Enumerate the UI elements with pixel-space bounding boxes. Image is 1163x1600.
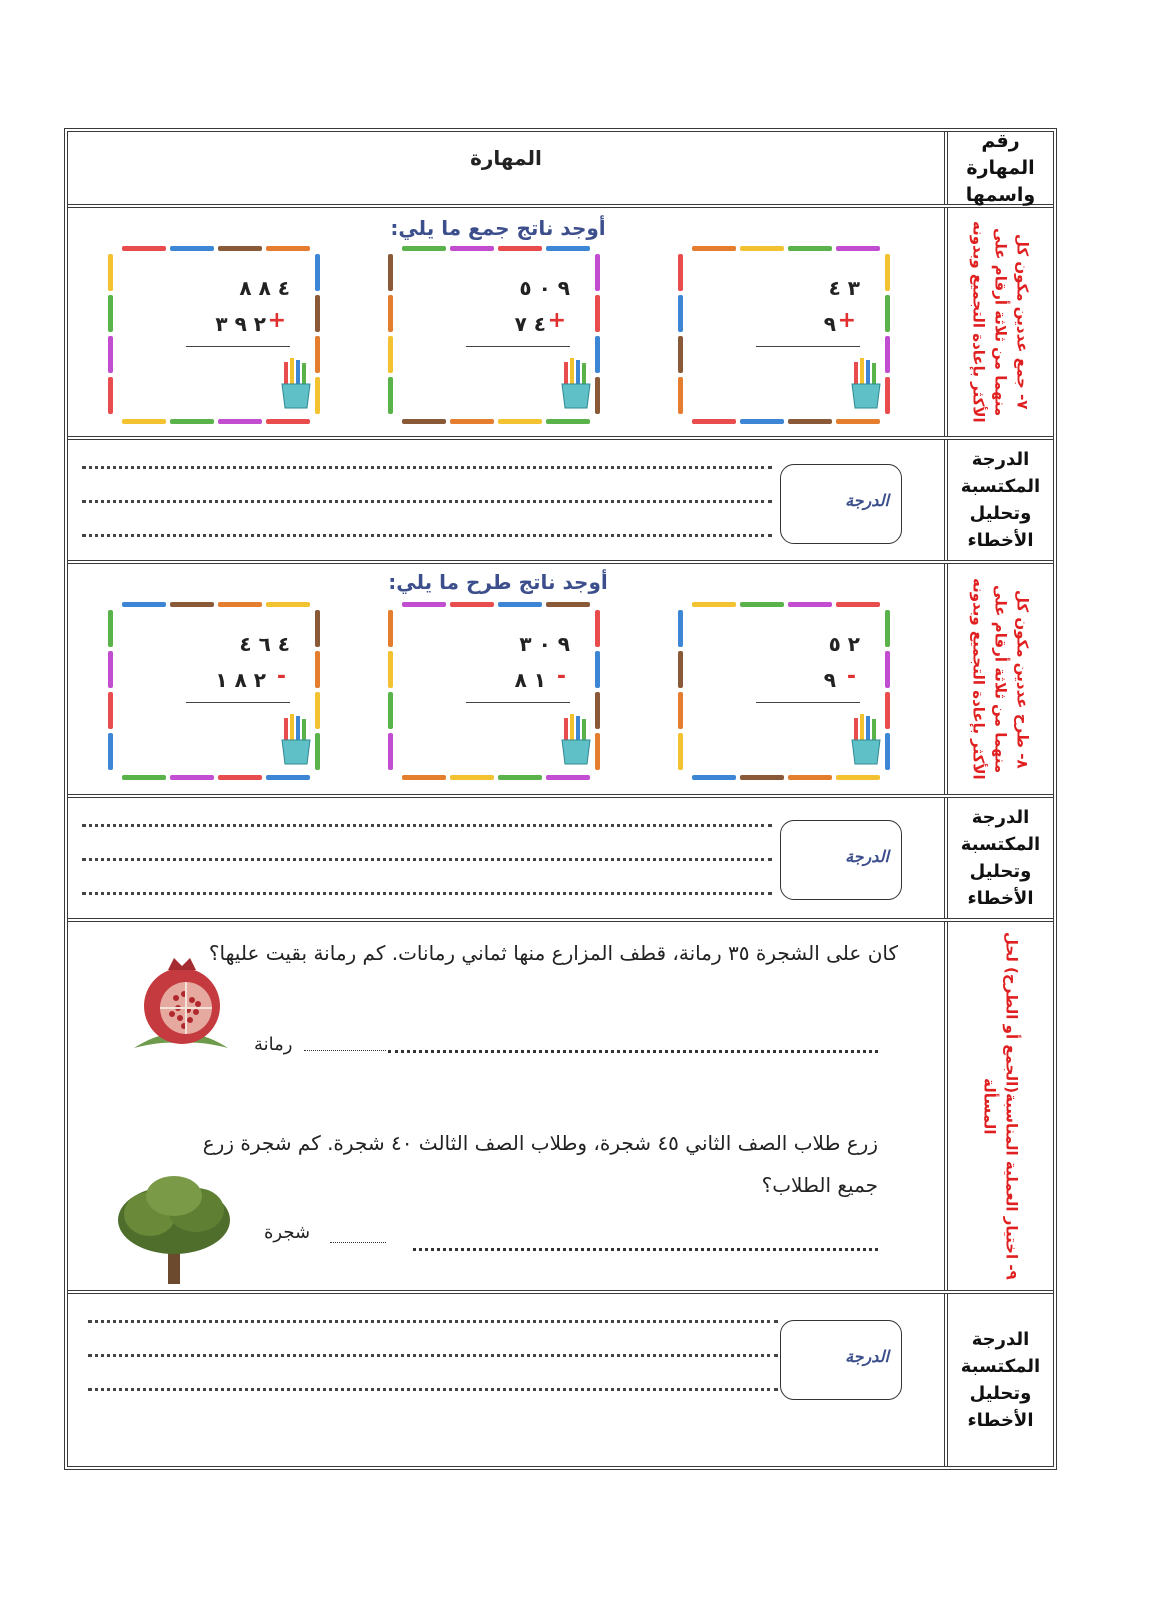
pencil-decoration: [595, 733, 600, 770]
pencil-cup-icon: [848, 714, 884, 766]
pencil-decoration: [678, 295, 683, 332]
bottom-number: ٢ ٩ ٣: [215, 312, 266, 336]
pencil-decoration: [546, 775, 590, 780]
pencil-decoration: [108, 692, 113, 729]
header-row: [68, 129, 1053, 208]
grade-analysis-1: [68, 440, 948, 560]
answer-rule[interactable]: [466, 702, 570, 703]
pencil-decoration: [595, 336, 600, 373]
pencil-cup-icon: [848, 358, 884, 410]
top-number: ٩ ٠ ٣: [519, 632, 570, 656]
pencil-cup-icon: [278, 358, 314, 410]
problem-frame: [678, 246, 892, 426]
pencil-decoration: [885, 377, 890, 414]
operator-sign: -: [846, 664, 856, 689]
bottom-number: ٩: [823, 312, 836, 336]
pencil-decoration: [498, 246, 542, 251]
pencil-decoration: [122, 775, 166, 780]
pencil-decoration: [108, 610, 113, 647]
pencil-decoration: [498, 419, 542, 424]
skill-number-header-cell: [948, 129, 1053, 206]
skill-7-name-cell: [948, 208, 1053, 436]
answer-dotted-line[interactable]: [82, 466, 772, 469]
addition-instruction: أوجد ناتج جمع ما يلي:: [390, 216, 606, 240]
pencil-decoration: [885, 733, 890, 770]
pencil-cup-icon: [278, 714, 314, 766]
pencil-decoration: [740, 602, 784, 607]
top-number: ٤ ٨ ٨: [239, 276, 290, 300]
pencil-decoration: [692, 419, 736, 424]
pencil-decoration: [450, 602, 494, 607]
pencil-decoration: [388, 336, 393, 373]
answer-dotted-line[interactable]: [88, 1388, 778, 1391]
pencil-decoration: [108, 651, 113, 688]
pencil-decoration: [315, 377, 320, 414]
pencil-decoration: [885, 610, 890, 647]
pencil-decoration: [450, 775, 494, 780]
grade-analysis-2: [68, 798, 948, 918]
grade-row-1: [68, 440, 1053, 564]
pencil-decoration: [388, 692, 393, 729]
pencil-decoration: [678, 692, 683, 729]
pencil-decoration: [122, 602, 166, 607]
pencil-decoration: [108, 733, 113, 770]
pencil-decoration: [546, 246, 590, 251]
grade-box[interactable]: [780, 1320, 902, 1400]
pencil-decoration: [170, 419, 214, 424]
pencil-decoration: [388, 610, 393, 647]
answer-dotted-line[interactable]: [82, 892, 772, 895]
pencil-decoration: [678, 254, 683, 291]
pencil-decoration: [692, 775, 736, 780]
answer-line-1[interactable]: [388, 1050, 878, 1053]
problem-frame: [108, 602, 322, 782]
pencil-decoration: [402, 246, 446, 251]
top-number: ٣ ٤: [828, 276, 860, 300]
top-number: ٢ ٥: [828, 632, 860, 656]
skill-8-row: [68, 564, 1053, 798]
skill-number-header: رقم المهارة واسمها: [965, 129, 1036, 206]
pencil-decoration: [388, 377, 393, 414]
answer-dotted-line[interactable]: [88, 1354, 778, 1357]
pencil-decoration: [450, 246, 494, 251]
pencil-decoration: [266, 602, 310, 607]
pencil-decoration: [315, 692, 320, 729]
skill-8-name-cell: [948, 564, 1053, 794]
grade-box-label: الدرجة: [845, 847, 889, 866]
pencil-decoration: [315, 295, 320, 332]
word-problem-2: زرع طلاب الصف الثاني ٤٥ شجرة، وطلاب الصف الثالث ٤٠ شجرة. كم شجرة زرع جميع الطلاب؟: [202, 1131, 878, 1197]
pencil-decoration: [108, 254, 113, 291]
problem-frame: [678, 602, 892, 782]
bottom-number: ٤ ٧: [514, 312, 546, 336]
skill-9-name: ٩- اختيار العملية المناسبة(الجمع أو الطرح) لحل المسألة: [980, 932, 1021, 1280]
skill-9-content: [68, 922, 948, 1290]
pencil-decoration: [678, 336, 683, 373]
pencil-decoration: [740, 246, 784, 251]
pencil-decoration: [315, 336, 320, 373]
answer-rule[interactable]: [466, 346, 570, 347]
pencil-decoration: [388, 295, 393, 332]
pencil-decoration: [595, 377, 600, 414]
pencil-decoration: [266, 775, 310, 780]
pencil-decoration: [595, 295, 600, 332]
grade-label-cell: [948, 1294, 1053, 1466]
pencil-decoration: [595, 651, 600, 688]
unit-pomegranate: رمانة: [254, 1034, 293, 1055]
answer-dotted-line[interactable]: [82, 500, 772, 503]
pencil-decoration: [315, 651, 320, 688]
pencil-decoration: [885, 651, 890, 688]
pencil-decoration: [678, 733, 683, 770]
grade-label-cell: [948, 798, 1053, 918]
pencil-decoration: [266, 246, 310, 251]
answer-dotted-line[interactable]: [82, 858, 772, 861]
pencil-decoration: [788, 775, 832, 780]
pencil-decoration: [170, 246, 214, 251]
grade-label: الدرجة المكتسبة وتحليل الأخطاء: [960, 449, 1041, 551]
skill-7-content: [68, 208, 948, 436]
pencil-decoration: [402, 419, 446, 424]
pencil-decoration: [836, 602, 880, 607]
pencil-decoration: [788, 419, 832, 424]
answer-rule[interactable]: [756, 346, 860, 347]
pencil-decoration: [498, 602, 542, 607]
answer-rule[interactable]: [186, 346, 290, 347]
grade-box-label: الدرجة: [845, 491, 889, 510]
problem-frame: [388, 246, 602, 426]
pencil-decoration: [836, 246, 880, 251]
grade-label-cell: [948, 440, 1053, 560]
operator-sign: -: [276, 664, 286, 689]
skill-9-row: [68, 922, 1053, 1294]
pencil-decoration: [836, 419, 880, 424]
pencil-decoration: [122, 419, 166, 424]
pencil-decoration: [108, 336, 113, 373]
pencil-decoration: [546, 419, 590, 424]
grade-analysis-3: [68, 1294, 948, 1466]
problem-frame: [388, 602, 602, 782]
pencil-cup-icon: [558, 714, 594, 766]
operator-sign: +: [837, 308, 856, 333]
pencil-decoration: [885, 692, 890, 729]
operator-sign: +: [547, 308, 566, 333]
pencil-decoration: [170, 775, 214, 780]
pencil-decoration: [678, 377, 683, 414]
tree-image: [110, 1170, 240, 1290]
grade-label: الدرجة المكتسبة وتحليل الأخطاء: [960, 807, 1041, 909]
pencil-decoration: [315, 254, 320, 291]
answer-rule[interactable]: [186, 702, 290, 703]
pencil-decoration: [595, 692, 600, 729]
top-number: ٤ ٦ ٤: [239, 632, 290, 656]
pencil-decoration: [315, 610, 320, 647]
pencil-decoration: [885, 336, 890, 373]
skill-8-name: ٨- طرح عددين مكون كل منهما من ثلاثة أرقام على الأكثر بإعادة التجميع وبدونه: [969, 578, 1032, 780]
operator-sign: -: [556, 664, 566, 689]
skill-7-row: [68, 208, 1053, 440]
worksheet-table: [64, 128, 1057, 1470]
grade-row-3: [68, 1294, 1053, 1466]
problem-frame: [108, 246, 322, 426]
pencil-decoration: [108, 295, 113, 332]
pencil-decoration: [498, 775, 542, 780]
subtraction-instruction: أوجد ناتج طرح ما يلي:: [388, 570, 608, 594]
pencil-decoration: [388, 254, 393, 291]
top-number: ٩ ٠ ٥: [519, 276, 570, 300]
pencil-decoration: [692, 246, 736, 251]
answer-dotted-line[interactable]: [82, 824, 772, 827]
pencil-decoration: [740, 419, 784, 424]
unit-tree: شجرة: [264, 1222, 311, 1243]
skill-9-name-cell: [948, 922, 1053, 1290]
pencil-decoration: [836, 775, 880, 780]
skill-7-name: ٧- جمع عددين مكون كل منهما من ثلاثة أرقام على الأكثر بإعادة التجميع وبدونه: [969, 221, 1032, 423]
grade-box[interactable]: [780, 820, 902, 900]
pencil-decoration: [266, 419, 310, 424]
grade-label: الدرجة المكتسبة وتحليل الأخطاء: [960, 1329, 1041, 1431]
skill-header: المهارة: [470, 146, 542, 170]
word-problem-1: كان على الشجرة ٣٥ رمانة، قطف المزارع منها ثماني رمانات. كم رمانة بقيت عليها؟: [208, 941, 898, 965]
grade-box[interactable]: [780, 464, 902, 544]
pencil-decoration: [402, 775, 446, 780]
pencil-decoration: [740, 775, 784, 780]
pencil-decoration: [595, 610, 600, 647]
pencil-cup-icon: [558, 358, 594, 410]
bottom-number: ٢ ٨ ١: [215, 668, 266, 692]
pencil-decoration: [315, 733, 320, 770]
bottom-number: ١ ٨: [514, 668, 546, 692]
grade-row-2: [68, 798, 1053, 922]
answer-blank-2[interactable]: [330, 1242, 386, 1243]
pencil-decoration: [218, 246, 262, 251]
pencil-decoration: [885, 295, 890, 332]
pencil-decoration: [388, 651, 393, 688]
pencil-decoration: [692, 602, 736, 607]
answer-blank-1[interactable]: [304, 1050, 386, 1051]
pencil-decoration: [122, 246, 166, 251]
pencil-decoration: [678, 651, 683, 688]
header-skill-cell: [68, 132, 948, 204]
pomegranate-image: [126, 948, 236, 1058]
pencil-decoration: [218, 775, 262, 780]
pencil-decoration: [218, 419, 262, 424]
answer-dotted-line[interactable]: [82, 534, 772, 537]
pencil-decoration: [402, 602, 446, 607]
pencil-decoration: [678, 610, 683, 647]
answer-dotted-line[interactable]: [88, 1320, 778, 1323]
bottom-number: ٩: [823, 668, 836, 692]
answer-rule[interactable]: [756, 702, 860, 703]
pencil-decoration: [788, 246, 832, 251]
operator-sign: +: [267, 308, 286, 333]
skill-8-content: [68, 564, 948, 794]
answer-line-2[interactable]: [413, 1248, 878, 1251]
pencil-decoration: [885, 254, 890, 291]
pencil-decoration: [546, 602, 590, 607]
pencil-decoration: [218, 602, 262, 607]
pencil-decoration: [108, 377, 113, 414]
pencil-decoration: [170, 602, 214, 607]
pencil-decoration: [595, 254, 600, 291]
pencil-decoration: [788, 602, 832, 607]
pencil-decoration: [388, 733, 393, 770]
pencil-decoration: [450, 419, 494, 424]
grade-box-label: الدرجة: [845, 1347, 889, 1366]
